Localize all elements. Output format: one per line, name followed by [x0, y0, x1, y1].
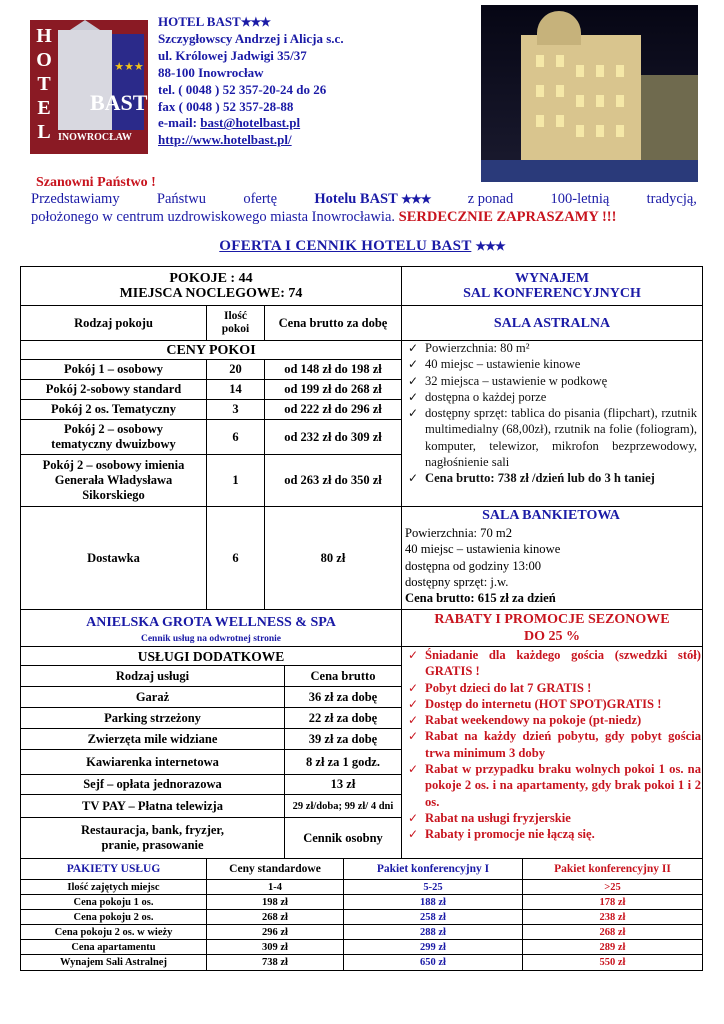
room-price: od 199 zł do 268 zł: [264, 379, 402, 400]
room-price: 80 zł: [264, 506, 402, 610]
room-price: od 232 zł do 309 zł: [264, 419, 402, 455]
street: ul. Królowej Jadwigi 35/37: [158, 47, 307, 63]
promo-item: ✓ Rabat w przypadku braku wolnych pokoi 1 os. na pokoje 2 os. i na apartamenty, gdy brak pokoi 1 i 2 os.: [405, 761, 701, 810]
hotel-stars: ★★★: [240, 15, 271, 29]
service-name: Restauracja, bank, fryzjer, pranie, prasowanie: [20, 817, 285, 859]
spa-cell: [20, 609, 402, 647]
room-count: 6: [206, 419, 265, 455]
logo-city: INOWROCŁAW: [58, 132, 132, 143]
package-label: Cena pokoju 1 os.: [20, 894, 207, 910]
package-value: 309 zł: [206, 939, 344, 955]
packages-header: Ceny standardowe: [206, 858, 344, 880]
sala-bankietowa-title: SALA BANKIETOWA: [482, 508, 620, 523]
header-room-price: Cena brutto za dobę: [264, 305, 402, 341]
service-price: 13 zł: [284, 774, 402, 795]
package-label: Cena apartamentu: [20, 939, 207, 955]
email-link[interactable]: bast@hotelbast.pl: [200, 115, 301, 131]
package-value: 5-25: [343, 879, 523, 895]
header-room-count: Ilość pokoi: [206, 305, 265, 341]
room-count: 14: [206, 379, 265, 400]
package-value: 650 zł: [343, 954, 523, 971]
services-col-type: Rodzaj usługi: [20, 665, 285, 687]
logo-name: BAST: [90, 90, 148, 115]
package-value: 178 zł: [522, 894, 703, 910]
package-value: 1-4: [206, 879, 344, 895]
packages-header: Pakiet konferencyjny I: [343, 858, 523, 880]
services-col-price: Cena brutto: [284, 665, 402, 687]
promo-list: [405, 647, 701, 843]
promo-item: ✓ Rabaty i promocje nie łączą się.: [405, 826, 701, 842]
room-prices-heading: CENY POKOI: [20, 340, 402, 360]
sala-bankietowa-details: SALA BANKIETOWA Powierzchnia: 70 m2 40 miejsc – ustawienia kinowe dostępna od godziny 13:00 dostępny sprzęt: j.w. Cena brutto: 615 zł za dzień: [405, 507, 697, 606]
promo-item: ✓ Śniadanie dla każdego gościa (szwedzki stół) GRATIS !: [405, 647, 701, 680]
service-name: Garaż: [20, 686, 285, 708]
greeting: Szanowni Państwo !: [36, 175, 156, 190]
room-type: Pokój 2 os. Tematyczny: [20, 399, 207, 420]
list-item: ✓ Powierzchnia: 80 m²: [405, 340, 697, 356]
service-name: Sejf – opłata jednorazowa: [20, 774, 285, 795]
package-value: 550 zł: [522, 954, 703, 971]
package-label: Cena pokoju 2 os.: [20, 909, 207, 925]
service-name: Kawiarenka internetowa: [20, 749, 285, 775]
spa-title: ANIELSKA GROTA WELLNESS & SPA: [86, 615, 336, 630]
hotel-logo: [30, 20, 148, 154]
package-value: 288 zł: [343, 924, 523, 940]
package-value: 738 zł: [206, 954, 344, 971]
email-label: e-mail:: [158, 115, 201, 131]
rooms-summary: POKOJE : 44 MIEJSCA NOCLEGOWE: 74: [20, 266, 402, 306]
room-count: 1: [206, 454, 265, 507]
package-value: 289 zł: [522, 939, 703, 955]
list-item: ✓ dostępny sprzęt: tablica do pisania (flipchart), rzutnik multimedialny (68,00zł), rzutnik na folie (foliogram), komputer, telewizor, mikrofon bezprzewodowy, nagłośnienie sali: [405, 405, 697, 470]
welcome-cta: SERDECZNIE ZAPRASZAMY !!!: [398, 209, 617, 225]
room-count: 6: [206, 506, 265, 610]
service-price: Cennik osobny: [284, 817, 402, 859]
fax: fax ( 0048 ) 52 357-28-88: [158, 98, 294, 114]
package-value: 268 zł: [206, 909, 344, 925]
package-value: 198 zł: [206, 894, 344, 910]
package-value: 296 zł: [206, 924, 344, 940]
phone: tel. ( 0048 ) 52 357-20-24 do 26: [158, 81, 327, 97]
service-price: 36 zł za dobę: [284, 686, 402, 708]
hotel-photo: [481, 5, 698, 182]
package-label: Cena pokoju 2 os. w wieży: [20, 924, 207, 940]
room-type: Pokój 2-sobowy standard: [20, 379, 207, 400]
list-item: ✓ dostępna o każdej porze: [405, 389, 697, 405]
list-item: ✓ Cena brutto: 738 zł /dzień lub do 3 h taniej: [405, 470, 697, 486]
room-type: Pokój 2 – osobowy imienia Generała Władysława Sikorskiego: [20, 454, 207, 507]
intro-paragraph: Przedstawiamy Państwu ofertę Hotelu BAST ★★★ z ponad 100-letnią tradycją, położonego w centrum uzdrowiskowego miasta Inowrocławia. SERDECZNIE ZAPRASZAMY !!!: [31, 191, 697, 225]
room-type: Dostawka: [20, 506, 207, 610]
package-label: Wynajem Sali Astralnej: [20, 954, 207, 971]
hotel-name: HOTEL BAST: [158, 14, 241, 29]
header-room-type: Rodzaj pokoju: [20, 305, 207, 341]
service-price: 39 zł za dobę: [284, 728, 402, 750]
promo-item: ✓ Rabat na usługi fryzjerskie: [405, 810, 701, 826]
service-price: 29 zł/doba; 99 zł/ 4 dni: [284, 794, 402, 818]
promo-item: ✓ Dostęp do internetu (HOT SPOT)GRATIS !: [405, 696, 701, 712]
contact-block: [158, 14, 344, 149]
logo-stars: ★★★: [114, 61, 144, 73]
room-count: 20: [206, 359, 265, 380]
packages-header: Pakiet konferencyjny II: [522, 858, 703, 880]
sala-astralna-title: SALA ASTRALNA: [401, 305, 703, 341]
package-value: 299 zł: [343, 939, 523, 955]
package-value: >25: [522, 879, 703, 895]
owners: Szczygłowscy Andrzej i Alicja s.c.: [158, 30, 344, 46]
logo-hotel-letters: H O T E L: [36, 25, 52, 143]
package-value: 258 zł: [343, 909, 523, 925]
services-heading: USŁUGI DODATKOWE: [20, 646, 402, 666]
package-label: Ilość zajętych miejsc: [20, 879, 207, 895]
promo-heading: RABATY I PROMOCJE SEZONOWE DO 25 %: [401, 609, 703, 647]
promo-item: ✓ Pobyt dzieci do lat 7 GRATIS !: [405, 680, 701, 696]
postal: 88-100 Inowrocław: [158, 64, 264, 80]
room-price: od 263 zł do 350 zł: [264, 454, 402, 507]
service-name: Zwierzęta mile widziane: [20, 728, 285, 750]
room-count: 3: [206, 399, 265, 420]
service-price: 22 zł za dobę: [284, 707, 402, 729]
offer-title: OFERTA I CENNIK HOTELU BAST ★★★: [219, 238, 505, 254]
service-price: 8 zł za 1 godz.: [284, 749, 402, 775]
list-item: ✓ 40 miejsc – ustawienie kinowe: [405, 356, 697, 372]
packages-header: PAKIETY USŁUG: [20, 858, 207, 880]
package-value: 238 zł: [522, 909, 703, 925]
package-value: 268 zł: [522, 924, 703, 940]
package-value: 188 zł: [343, 894, 523, 910]
promo-item: ✓ Rabat na każdy dzień pobytu, gdy pobyt gościa trwa minimum 3 doby: [405, 728, 701, 761]
website-link[interactable]: http://www.hotelbast.pl/: [158, 132, 292, 148]
sala-astralna-details: [405, 340, 697, 487]
service-name: Parking strzeżony: [20, 707, 285, 729]
room-type: Pokój 2 – osobowy tematyczny dwuizbowy: [20, 419, 207, 455]
spa-note: Cennik usług na odwrotnej stronie: [140, 634, 282, 644]
promo-item: ✓ Rabat weekendowy na pokoje (pt-niedz): [405, 712, 701, 728]
list-item: ✓ 32 miejsca – ustawienie w podkowę: [405, 373, 697, 389]
service-name: TV PAY – Płatna telewizja: [20, 794, 285, 818]
room-price: od 148 zł do 198 zł: [264, 359, 402, 380]
rental-heading: WYNAJEM SAL KONFERENCYJNYCH: [401, 266, 703, 306]
room-price: od 222 zł do 296 zł: [264, 399, 402, 420]
room-type: Pokój 1 – osobowy: [20, 359, 207, 380]
